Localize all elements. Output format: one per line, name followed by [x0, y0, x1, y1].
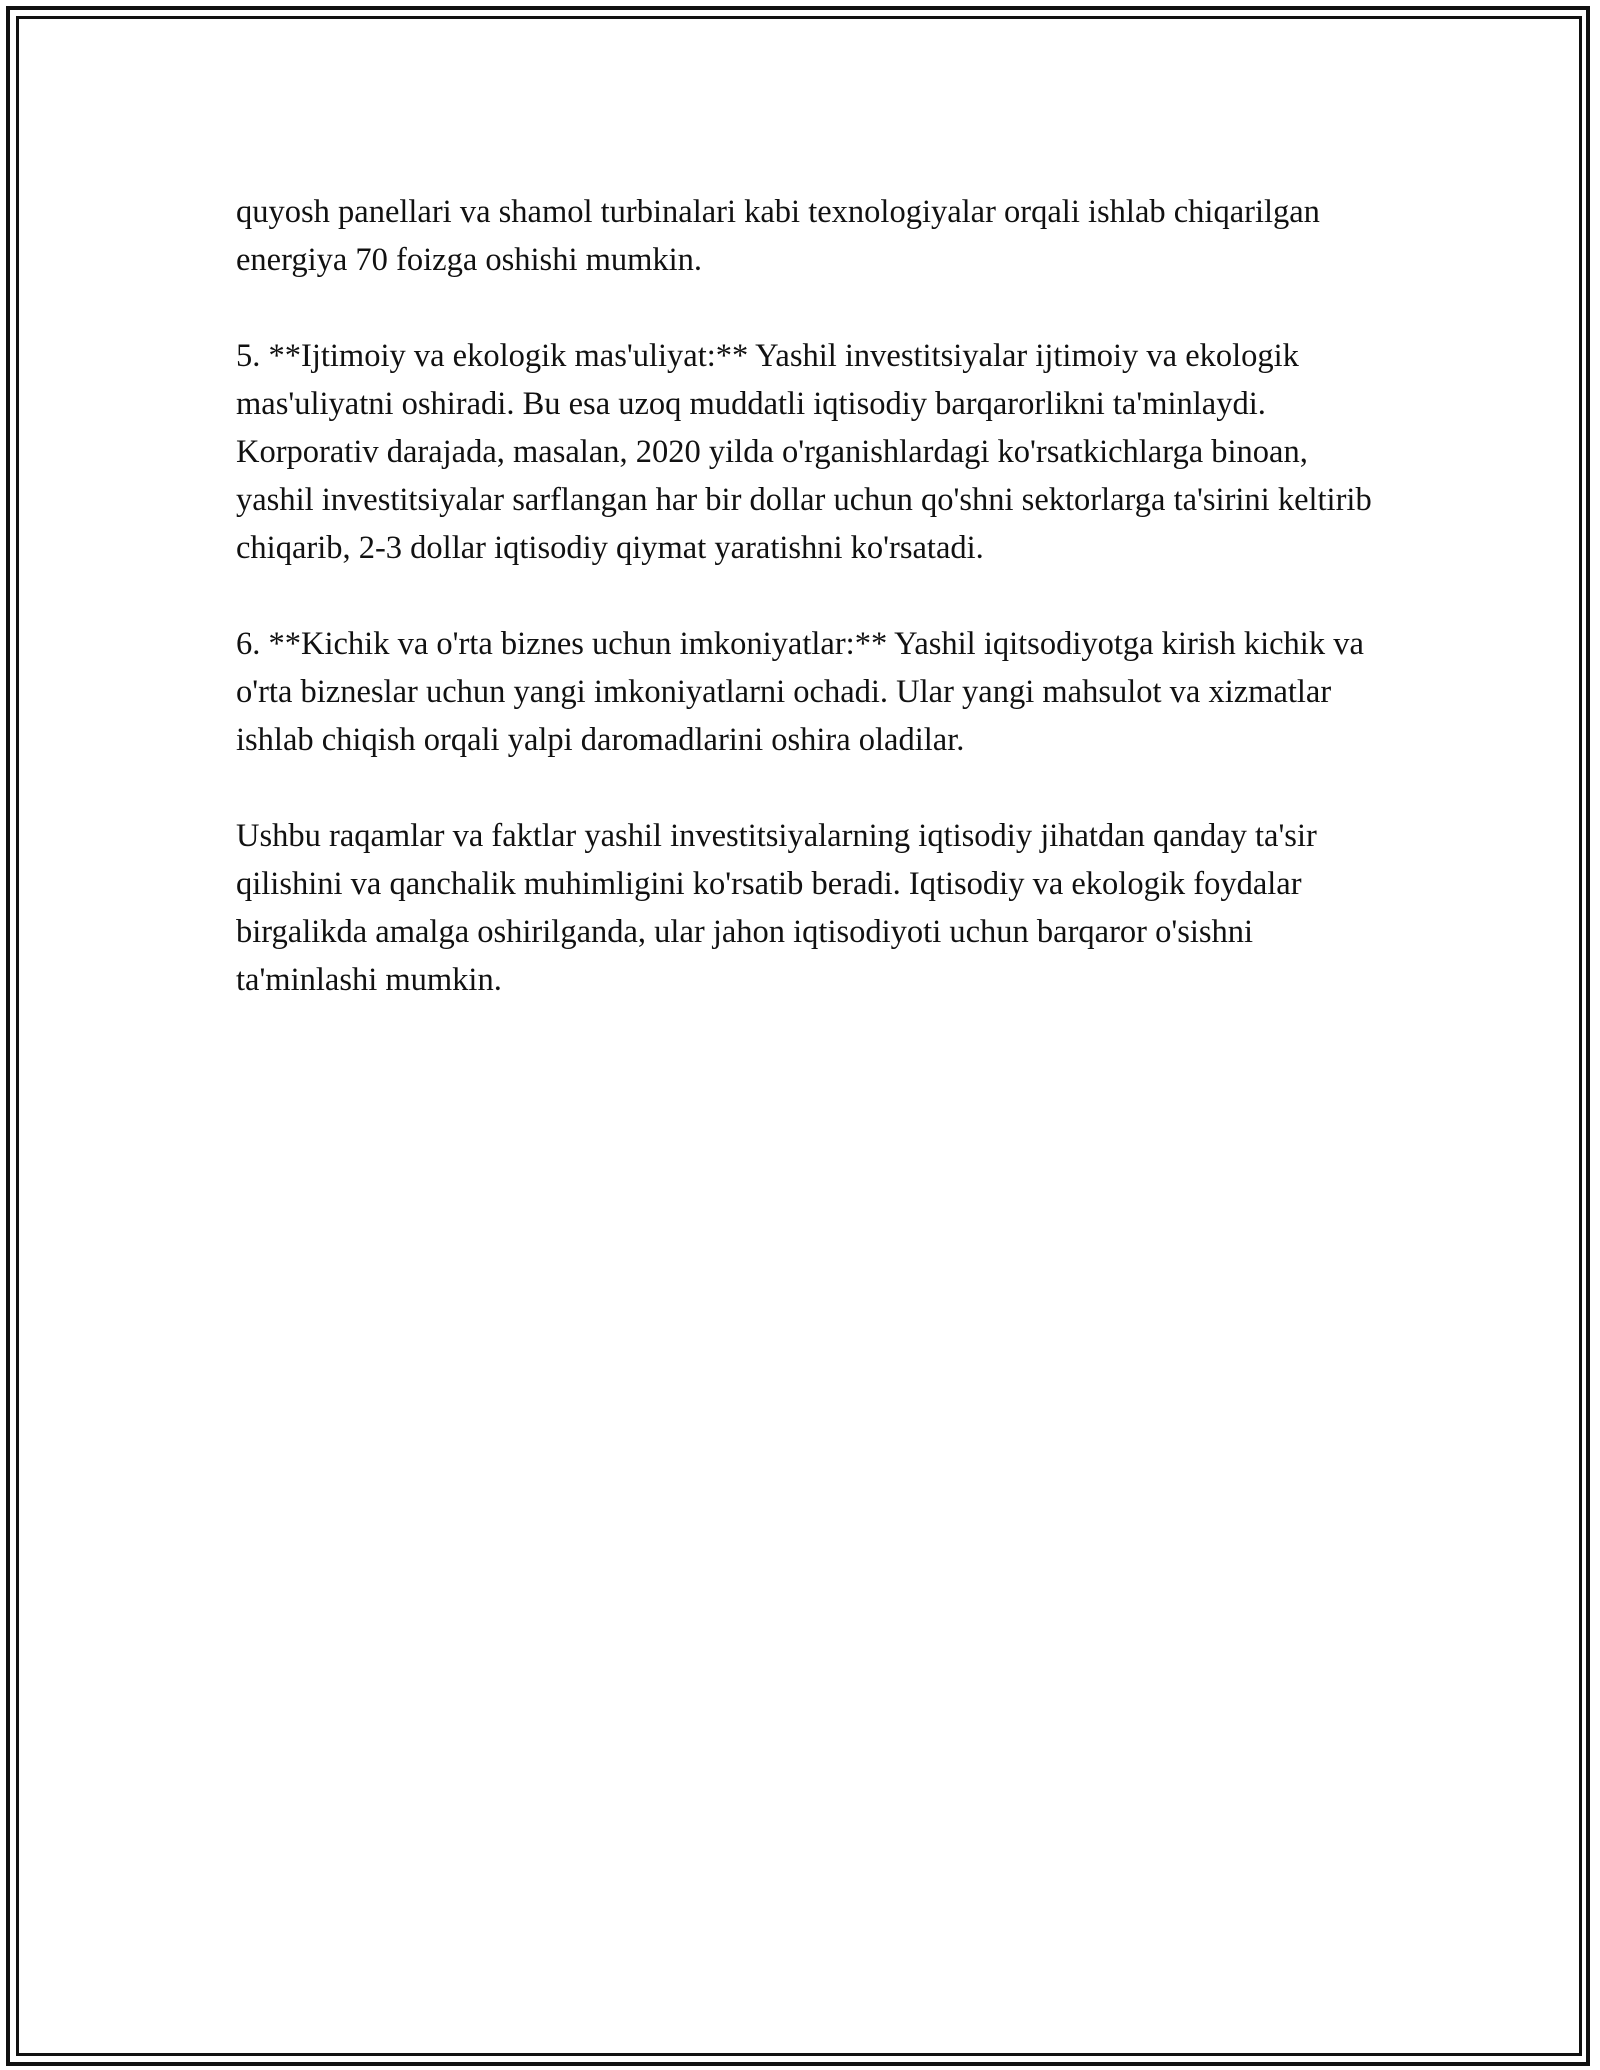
paragraph-energy-continuation: quyosh panellari va shamol turbinalari kabi texnologiyalar orqali ishlab chiqarilgan energiya 70 foizga oshishi mumkin. [236, 194, 1320, 278]
document-body [236, 188, 1376, 1052]
paragraph-social-ecological-responsibility: 5. **Ijtimoiy va ekologik mas'uliyat:** Yashil investitsiyalar ijtimoiy va ekologik mas'uliyatni oshiradi. Bu esa uzoq muddatli iqtisodiy barqarorlikni ta'minlaydi. Korporativ darajada, masalan, 2020 yilda o'rganishlardagi ko'rsatkichlarga binoan, yashil investitsiyalar sarflangan har bir dollar uchun qo'shni sektorlarga ta'sirini keltirib chiqarib, 2-3 dollar iqtisodiy qiymat yaratishni ko'rsatadi. [236, 338, 1372, 566]
paragraph-conclusion: Ushbu raqamlar va faktlar yashil investitsiyalarning iqtisodiy jihatdan qanday ta'sir qilishini va qanchalik muhimligini ko'rsatib beradi. Iqtisodiy va ekologik foydalar birgalikda amalga oshirilganda, ular jahon iqtisodiyoti uchun barqaror o'sishni ta'minlashi mumkin. [236, 818, 1317, 998]
paragraph-small-medium-business: 6. **Kichik va o'rta biznes uchun imkoniyatlar:** Yashil iqitsodiyotga kirish kichik va o'rta bizneslar uchun yangi imkoniyatlarni ochadi. Ular yangi mahsulot va xizmatlar ishlab chiqish orqali yalpi daromadlarini oshira oladilar. [236, 626, 1364, 758]
